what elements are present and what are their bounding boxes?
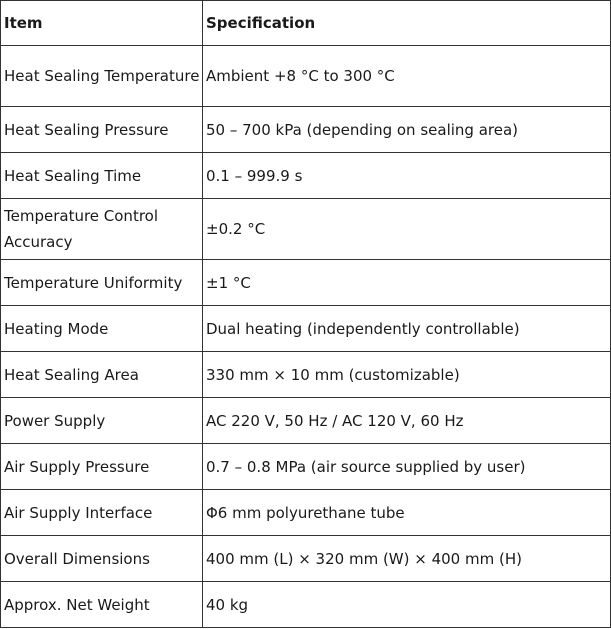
table-row — [1, 107, 611, 153]
table-row — [1, 352, 611, 398]
item-cell: Approx. Net Weight — [1, 582, 203, 628]
item-cell: Heat Sealing Time — [1, 153, 203, 199]
spec-cell: 0.7 – 0.8 MPa (air source supplied by user) — [203, 444, 611, 490]
spec-cell: 0.1 – 999.9 s — [203, 153, 611, 199]
table-row — [1, 46, 611, 107]
table-row — [1, 490, 611, 536]
spec-cell: 330 mm × 10 mm (customizable) — [203, 352, 611, 398]
table-row — [1, 306, 611, 352]
spec-cell: Ambient +8 °C to 300 °C — [203, 46, 611, 107]
item-cell: Temperature Uniformity — [1, 260, 203, 306]
item-cell: Air Supply Pressure — [1, 444, 203, 490]
item-cell: Temperature Control Accuracy — [1, 199, 203, 260]
header-item: Item — [1, 1, 203, 46]
table-row — [1, 153, 611, 199]
table-row — [1, 444, 611, 490]
item-cell: Power Supply — [1, 398, 203, 444]
item-cell: Heat Sealing Area — [1, 352, 203, 398]
item-cell: Overall Dimensions — [1, 536, 203, 582]
spec-cell: ±0.2 °C — [203, 199, 611, 260]
spec-cell: 400 mm (L) × 320 mm (W) × 400 mm (H) — [203, 536, 611, 582]
item-cell: Heat Sealing Temperature — [1, 46, 203, 107]
table-row — [1, 199, 611, 260]
table-row — [1, 398, 611, 444]
spec-cell: Φ6 mm polyurethane tube — [203, 490, 611, 536]
spec-cell: 40 kg — [203, 582, 611, 628]
table-header-row — [1, 1, 611, 46]
spec-cell: Dual heating (independently controllable) — [203, 306, 611, 352]
item-cell: Heating Mode — [1, 306, 203, 352]
item-cell: Air Supply Interface — [1, 490, 203, 536]
table-row — [1, 260, 611, 306]
table-row — [1, 536, 611, 582]
header-specification: Specification — [203, 1, 611, 46]
spec-cell: ±1 °C — [203, 260, 611, 306]
spec-cell: 50 – 700 kPa (depending on sealing area) — [203, 107, 611, 153]
item-cell: Heat Sealing Pressure — [1, 107, 203, 153]
table-row — [1, 582, 611, 628]
spec-cell: AC 220 V, 50 Hz / AC 120 V, 60 Hz — [203, 398, 611, 444]
